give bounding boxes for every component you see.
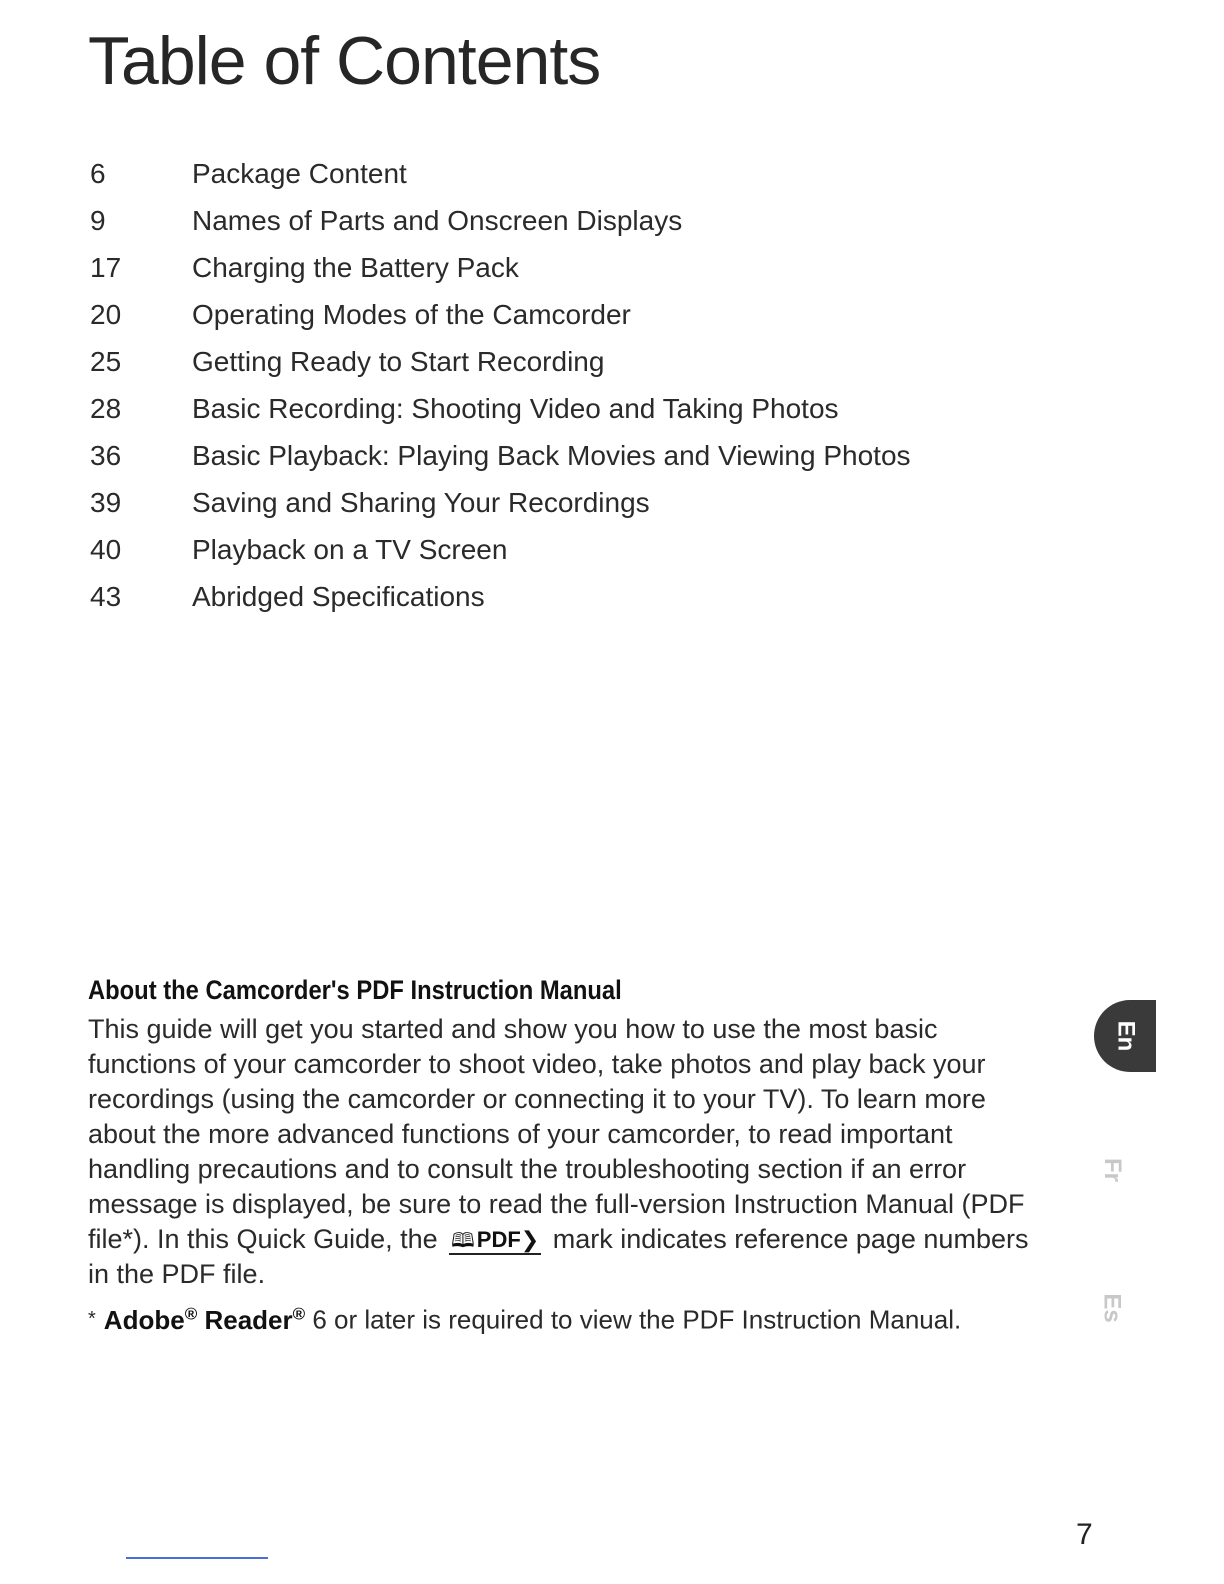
- toc-page-number: 36: [90, 439, 122, 471]
- toc-entry-title: Playback on a TV Screen: [192, 533, 508, 565]
- footnote-text: 6 or later is required to view the PDF Instruction Manual.: [312, 1304, 962, 1335]
- toc-row: [90, 479, 990, 526]
- toc-list: [90, 150, 990, 620]
- toc-page-number: 25: [90, 345, 122, 377]
- toc-entry-title: Basic Recording: Shooting Video and Taking Photos: [192, 392, 839, 424]
- toc-page-number: 40: [90, 533, 122, 565]
- toc-page-number: 9: [90, 204, 106, 236]
- toc-row: [90, 573, 990, 620]
- footnote-marker: *: [88, 1307, 96, 1330]
- about-body-text: This guide will get you started and show you how to use the most basic functions of your camcorder to shoot video, take photos and play back your recordings (using the camcorder or connecting it to your TV). To learn more about the more advanced functions of your camcorder, to read important handling precautions and to consult the troubleshooting section if an error message is displayed, be sure to read the full-version Instruction Manual (PDF file*). In this Quick Guide, the: [88, 1014, 1025, 1254]
- bottom-rule: [126, 1557, 268, 1559]
- toc-row: [90, 197, 990, 244]
- toc-entry-title: Saving and Sharing Your Recordings: [192, 486, 650, 518]
- toc-entry-title: Abridged Specifications: [192, 580, 485, 612]
- language-tab-en[interactable]: En: [1094, 1000, 1156, 1072]
- toc-entry-title: Getting Ready to Start Recording: [192, 345, 605, 377]
- page-number: 7: [1076, 1518, 1093, 1551]
- toc-entry-title: Package Content: [192, 157, 407, 189]
- language-tab-fr[interactable]: Fr: [1099, 1158, 1126, 1182]
- toc-entry-title: Names of Parts and Onscreen Displays: [192, 204, 683, 236]
- adobe-brand: Adobe® Reader®: [103, 1304, 306, 1335]
- chevron-right-icon: ❯: [520, 1227, 540, 1252]
- toc-entry-title: Charging the Battery Pack: [192, 251, 519, 283]
- about-body-text-end: mark indicates reference page numbers in the PDF file.: [88, 1224, 1029, 1289]
- toc-entry-title: Basic Playback: Playing Back Movies and Viewing Photos: [192, 439, 911, 471]
- footnote: [88, 1304, 1048, 1336]
- about-body: [88, 1012, 1048, 1292]
- page-title: Table of Contents: [88, 23, 601, 99]
- about-pdf-manual-section: [88, 975, 1048, 1336]
- toc-page-number: 28: [90, 392, 122, 424]
- toc-row: [90, 432, 990, 479]
- toc-page-number: 17: [90, 251, 122, 283]
- toc-row: [90, 385, 990, 432]
- toc-row: [90, 244, 990, 291]
- toc-row: [90, 291, 990, 338]
- toc-page-number: 6: [90, 157, 106, 189]
- toc-page-number: 39: [90, 486, 122, 518]
- toc-row: [90, 338, 990, 385]
- pdf-mark-label: PDF: [476, 1227, 521, 1252]
- pdf-reference-mark: [449, 1228, 541, 1255]
- book-icon: 🕮︎: [451, 1230, 475, 1252]
- toc-page-number: 20: [90, 298, 122, 330]
- toc-page-number: 43: [90, 580, 122, 612]
- about-heading: About the Camcorder's PDF Instruction Manual: [88, 975, 622, 1005]
- toc-row: [90, 150, 990, 197]
- language-tab-es[interactable]: Es: [1098, 1293, 1126, 1323]
- toc-entry-title: Operating Modes of the Camcorder: [192, 298, 631, 330]
- toc-row: [90, 526, 990, 573]
